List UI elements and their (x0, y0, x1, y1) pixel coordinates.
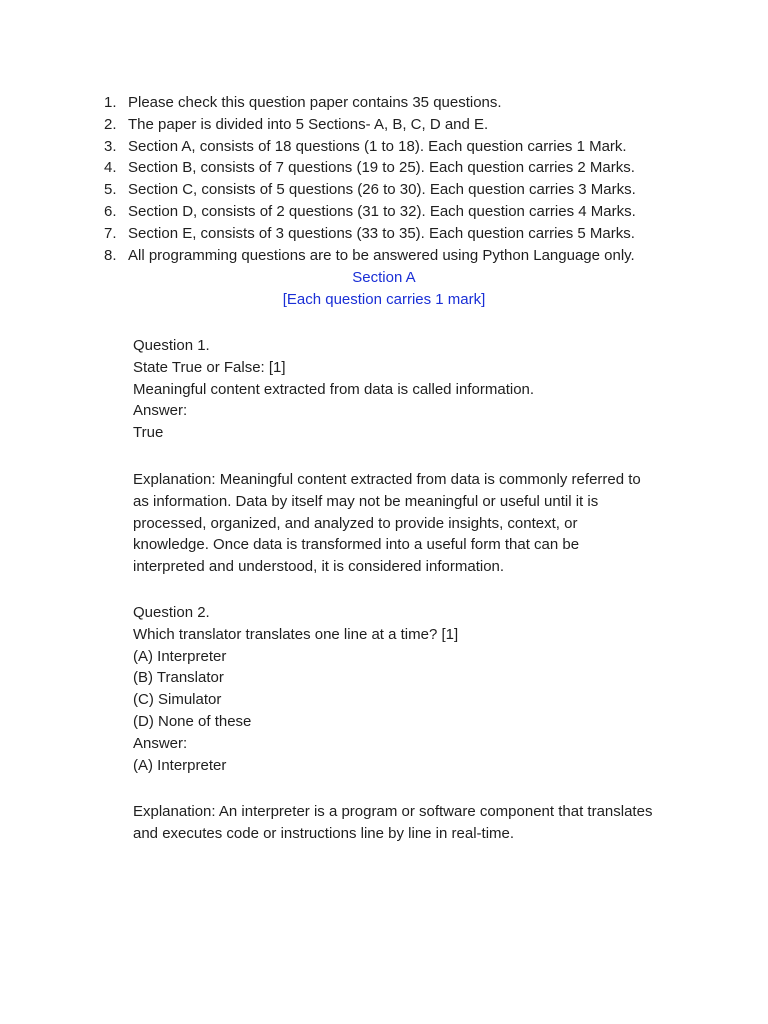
question-prompt: Which translator translates one line at a time? [1] (133, 625, 459, 643)
explanation-text: Explanation: An interpreter is a program or software component that translates and executes code or instructions line by line in real-time. (133, 803, 653, 842)
instructions-list (100, 92, 660, 266)
instruction-text: Section D, consists of 2 questions (31 to 32). Each question carries 4 Marks. (128, 202, 636, 220)
instruction-item: 2. The paper is divided into 5 Sections- A, B, C, D and E. (104, 115, 489, 133)
instruction-text: Section C, consists of 5 questions (26 to 30). Each question carries 3 Marks. (128, 181, 636, 199)
answer-label: Answer: (133, 734, 188, 752)
instruction-item: 7. Section E, consists of 3 questions (33 to 35). Each question carries 5 Marks. (104, 224, 635, 242)
instruction-text: Section A, consists of 18 questions (1 to 18). Each question carries 1 Mark. (128, 137, 627, 155)
question-heading: Question 2. (133, 604, 210, 621)
question-2 (133, 602, 653, 776)
instruction-text: The paper is divided into 5 Sections- A, B, C, D and E. (128, 115, 489, 133)
option-c: (C) Simulator (133, 691, 222, 709)
question-1-explanation (133, 469, 653, 578)
instruction-text: All programming questions are to be answered using Python Language only. (128, 246, 635, 264)
answer-value: True (133, 424, 164, 442)
instruction-item: 4. Section B, consists of 7 questions (19 to 25). Each question carries 2 Marks. (104, 159, 635, 177)
question-1 (133, 335, 653, 444)
instruction-item: 6. Section D, consists of 2 questions (31 to 32). Each question carries 4 Marks. (104, 202, 636, 220)
instruction-item: 1. Please check this question paper contains 35 questions. (104, 94, 502, 111)
answer-label: Answer: (133, 402, 188, 420)
question-prompt: State True or False: [1] (133, 358, 286, 376)
section-subtitle: [Each question carries 1 mark] (282, 291, 486, 308)
option-a: (A) Interpreter (133, 647, 227, 665)
instruction-text: Section B, consists of 7 questions (19 to 25). Each question carries 2 Marks. (128, 159, 635, 177)
question-heading: Question 1. (133, 337, 210, 354)
answer-value: (A) Interpreter (133, 756, 227, 774)
option-d: (D) None of these (133, 712, 252, 730)
instruction-item: 5. Section C, consists of 5 questions (26 to 30). Each question carries 3 Marks. (104, 181, 636, 199)
instruction-item: 3. Section A, consists of 18 questions (1 to 18). Each question carries 1 Mark. (104, 137, 627, 155)
explanation-text: Explanation: Meaningful content extracted from data is commonly referred to as information. Data by itself may not be meaningful or useful until it is processed, organized, and analyzed to provide insights, context, or knowledge. Once data is transformed into a useful form that can be interpreted and understood, it is considered information. (133, 471, 641, 576)
instruction-item: 8. All programming questions are to be answered using Python Language only. (104, 246, 635, 264)
option-b: (B) Translator (133, 669, 224, 687)
instruction-text: Section E, consists of 3 questions (33 to 35). Each question carries 5 Marks. (128, 224, 635, 242)
section-title: Section A (352, 269, 416, 286)
question-statement: Meaningful content extracted from data is called information. (133, 380, 535, 398)
instruction-text: Please check this question paper contains 35 questions. (128, 94, 502, 111)
question-2-explanation (133, 801, 653, 845)
